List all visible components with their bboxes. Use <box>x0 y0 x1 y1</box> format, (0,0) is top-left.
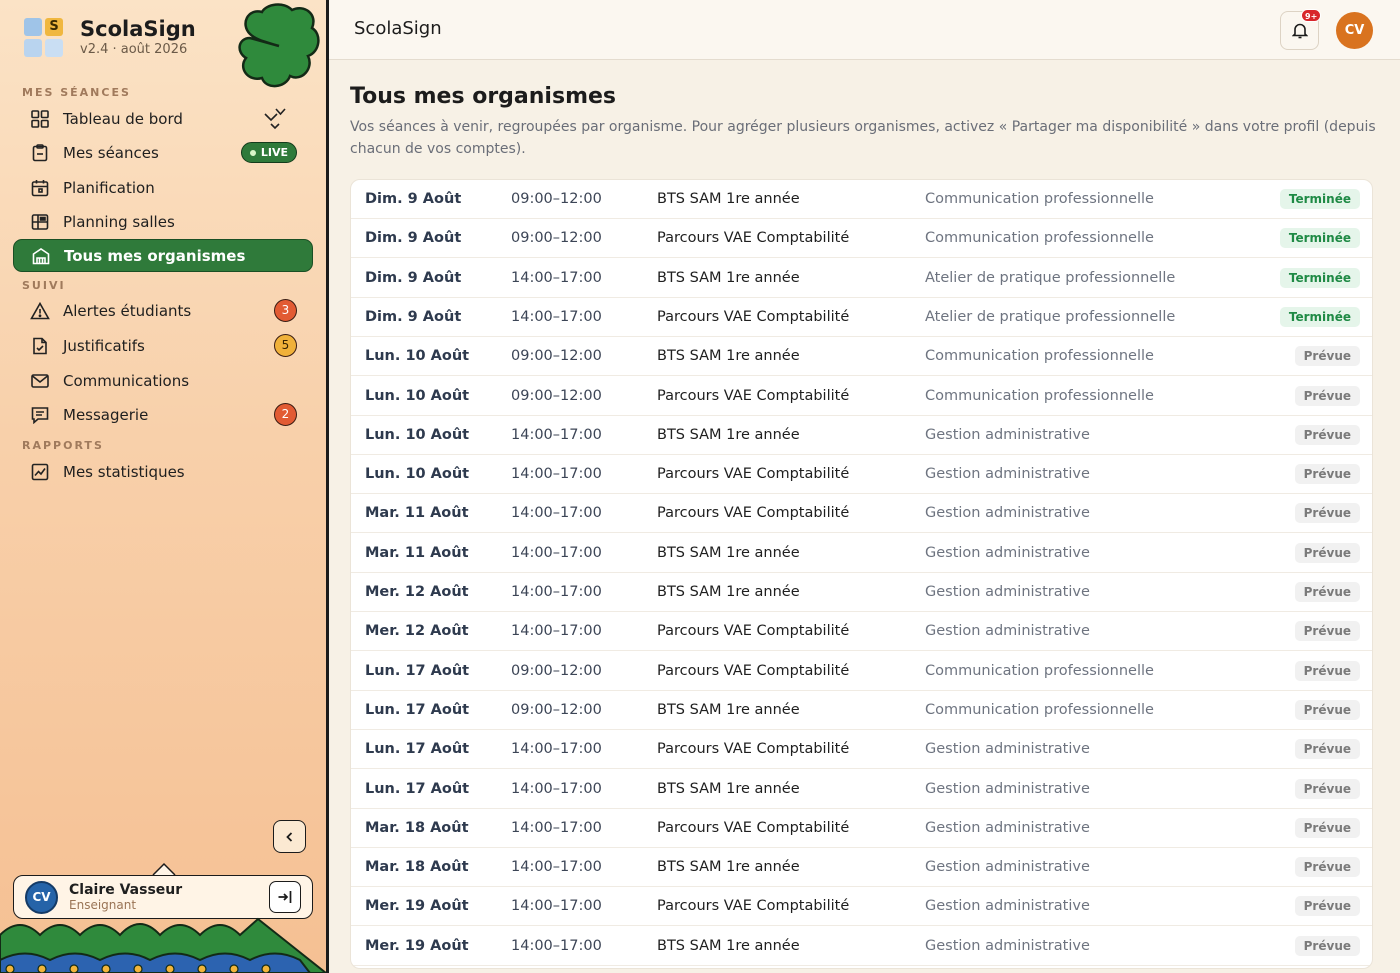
sidebar-divider <box>326 0 329 973</box>
session-module: Gestion administrative <box>925 426 1090 443</box>
count-badge: 5 <box>274 334 297 357</box>
user-name: Claire Vasseur <box>69 882 183 898</box>
sidebar-item-label: Messagerie <box>63 405 149 424</box>
session-date: Mar. 18 Août <box>365 819 469 836</box>
status-badge: Prévue <box>1295 503 1360 523</box>
session-group: BTS SAM 1re année <box>657 191 800 207</box>
session-time: 09:00–12:00 <box>511 701 602 718</box>
session-module: Gestion administrative <box>925 898 1090 915</box>
session-date: Lun. 10 Août <box>365 466 470 483</box>
session-module: Gestion administrative <box>925 544 1090 561</box>
session-time: 14:00–17:00 <box>511 937 602 954</box>
sidebar-item-statistiques[interactable] <box>13 455 313 488</box>
session-date: Lun. 10 Août <box>365 348 470 365</box>
session-group: BTS SAM 1re année <box>657 780 800 797</box>
brand[interactable] <box>24 17 196 59</box>
session-group: Parcours VAE Comptabilité <box>657 387 850 404</box>
session-module: Gestion administrative <box>925 466 1090 483</box>
session-date: Dim. 9 Août <box>365 308 462 325</box>
session-time: 14:00–17:00 <box>511 859 602 876</box>
document-check-icon <box>30 336 50 356</box>
session-time: 09:00–12:00 <box>511 662 602 679</box>
card-notch-decoration <box>152 862 176 876</box>
session-time: 09:00–12:00 <box>511 230 602 247</box>
session-time: 14:00–17:00 <box>511 898 602 915</box>
live-badge: LIVE <box>241 142 297 163</box>
session-group: Parcours VAE Comptabilité <box>657 741 850 758</box>
sidebar-item-alertes[interactable] <box>13 294 313 327</box>
table-row[interactable] <box>351 927 1373 966</box>
session-date: Mer. 19 Août <box>365 937 469 954</box>
session-time: 14:00–17:00 <box>511 269 602 286</box>
sidebar <box>0 0 326 973</box>
section-label-rapports: RAPPORTS <box>22 439 104 452</box>
session-module: Communication professionnelle <box>925 191 1154 207</box>
table-row[interactable] <box>351 534 1373 573</box>
session-time: 09:00–12:00 <box>511 191 602 207</box>
session-group: BTS SAM 1re année <box>657 426 800 443</box>
hills-decoration <box>0 905 326 973</box>
clipboard-icon <box>30 143 50 163</box>
session-module: Communication professionnelle <box>925 230 1154 247</box>
status-badge: Prévue <box>1295 464 1360 484</box>
app-version: v2.4 · août 2026 <box>80 42 188 57</box>
sidebar-item-seances[interactable] <box>13 136 313 169</box>
sidebar-item-label: Tous mes organismes <box>64 246 246 265</box>
status-badge: Prévue <box>1295 936 1360 956</box>
session-module: Gestion administrative <box>925 780 1090 797</box>
session-date: Mer. 12 Août <box>365 584 469 600</box>
session-date: Lun. 10 Août <box>365 387 470 404</box>
session-time: 14:00–17:00 <box>511 544 602 561</box>
session-group: BTS SAM 1re année <box>657 937 800 954</box>
session-date: Mar. 18 Août <box>365 859 469 876</box>
sidebar-item-planning-salles[interactable] <box>13 205 313 238</box>
page-description: Vos séances à venir, regroupées par organisme. Pour agréger plusieurs organismes, activez « Partager ma disponibilité » dans votre profil (depuis chacun de vos comptes). <box>350 119 1376 157</box>
table-row[interactable] <box>351 691 1373 730</box>
status-badge: Prévue <box>1295 700 1360 720</box>
collapse-sidebar-button[interactable] <box>273 820 306 853</box>
session-module: Communication professionnelle <box>925 701 1154 718</box>
session-date: Dim. 9 Août <box>365 191 462 207</box>
user-avatar-button[interactable]: CV <box>1336 12 1373 49</box>
session-group: BTS SAM 1re année <box>657 701 800 718</box>
session-module: Communication professionnelle <box>925 348 1154 365</box>
status-badge: Prévue <box>1295 543 1360 563</box>
avatar: CV <box>25 881 58 914</box>
session-date: Lun. 17 Août <box>365 701 470 718</box>
chevron-double-down-icon[interactable] <box>263 106 289 136</box>
session-time: 14:00–17:00 <box>511 780 602 797</box>
session-module: Gestion administrative <box>925 623 1090 640</box>
status-badge: Terminée <box>1280 228 1360 248</box>
table-row[interactable] <box>351 298 1373 337</box>
session-group: BTS SAM 1re année <box>657 584 800 600</box>
sidebar-item-label: Alertes étudiants <box>63 301 192 320</box>
table-row[interactable] <box>351 219 1373 258</box>
topbar-title: ScolaSign <box>354 18 442 39</box>
count-badge: 2 <box>274 403 297 426</box>
session-group: BTS SAM 1re année <box>657 544 800 561</box>
bell-icon <box>1292 22 1308 39</box>
section-label-seances: MES SÉANCES <box>22 86 131 99</box>
notifications-count-badge: 9+ <box>1301 9 1321 22</box>
session-time: 14:00–17:00 <box>511 466 602 483</box>
session-time: 14:00–17:00 <box>511 505 602 522</box>
sidebar-item-label: Mes séances <box>63 143 159 162</box>
table-row[interactable] <box>351 455 1373 494</box>
status-badge: Prévue <box>1295 896 1360 916</box>
sidebar-item-label: Planification <box>63 178 155 197</box>
user-role: Enseignant <box>69 898 137 912</box>
table-row[interactable] <box>351 887 1373 926</box>
status-badge: Terminée <box>1280 189 1360 209</box>
sidebar-item-messagerie[interactable] <box>13 398 313 431</box>
mail-icon <box>30 371 50 391</box>
session-group: Parcours VAE Comptabilité <box>657 466 850 483</box>
table-row[interactable] <box>351 494 1373 533</box>
session-date: Mar. 11 Août <box>365 544 469 561</box>
table-row[interactable] <box>351 416 1373 455</box>
status-badge: Prévue <box>1295 779 1360 799</box>
warning-icon <box>30 301 50 321</box>
sidebar-item-justificatifs[interactable] <box>13 329 313 362</box>
session-time: 14:00–17:00 <box>511 584 602 600</box>
session-group: BTS SAM 1re année <box>657 859 800 876</box>
session-module: Gestion administrative <box>925 859 1090 876</box>
session-date: Mar. 11 Août <box>365 505 469 522</box>
session-time: 09:00–12:00 <box>511 348 602 365</box>
status-badge: Terminée <box>1280 268 1360 288</box>
session-module: Communication professionnelle <box>925 387 1154 404</box>
table-row[interactable] <box>351 652 1373 691</box>
table-row[interactable] <box>351 337 1373 376</box>
session-group: BTS SAM 1re année <box>657 269 800 286</box>
status-badge: Prévue <box>1295 739 1360 759</box>
table-row[interactable] <box>351 770 1373 809</box>
grid-icon <box>30 109 50 129</box>
session-group: BTS SAM 1re année <box>657 348 800 365</box>
sidebar-item-label: Tableau de bord <box>63 109 183 128</box>
session-date: Mer. 12 Août <box>365 623 469 640</box>
chat-icon <box>30 405 50 425</box>
session-time: 14:00–17:00 <box>511 623 602 640</box>
session-group: Parcours VAE Comptabilité <box>657 662 850 679</box>
session-date: Lun. 17 Août <box>365 780 470 797</box>
topbar <box>329 0 1400 60</box>
sidebar-item-label: Communications <box>63 371 190 390</box>
session-group: Parcours VAE Comptabilité <box>657 623 850 640</box>
status-badge: Prévue <box>1295 661 1360 681</box>
session-date: Dim. 9 Août <box>365 269 462 286</box>
status-badge: Prévue <box>1295 621 1360 641</box>
section-label-suivi: SUIVI <box>22 279 66 292</box>
status-badge: Prévue <box>1295 425 1360 445</box>
session-time: 14:00–17:00 <box>511 426 602 443</box>
session-date: Dim. 9 Août <box>365 230 462 247</box>
session-group: Parcours VAE Comptabilité <box>657 308 850 325</box>
session-time: 14:00–17:00 <box>511 819 602 836</box>
session-module: Gestion administrative <box>925 937 1090 954</box>
sidebar-item-tous-mes-organismes[interactable] <box>13 239 313 272</box>
session-module: Gestion administrative <box>925 819 1090 836</box>
status-badge: Prévue <box>1295 857 1360 877</box>
session-date: Mer. 19 Août <box>365 898 469 915</box>
table-row[interactable] <box>351 848 1373 887</box>
table-row[interactable] <box>351 180 1373 219</box>
rooms-icon <box>30 212 50 232</box>
session-group: Parcours VAE Comptabilité <box>657 819 850 836</box>
sidebar-item-label: Planning salles <box>63 212 175 231</box>
sidebar-item-communications[interactable] <box>13 364 313 397</box>
sidebar-item-label: Mes statistiques <box>63 462 185 481</box>
table-row[interactable] <box>351 730 1373 769</box>
building-icon <box>31 246 51 266</box>
clover-decoration-icon <box>236 2 322 90</box>
chevron-left-icon <box>284 831 296 843</box>
status-badge: Prévue <box>1295 818 1360 838</box>
scolasign-logo: S <box>24 18 64 58</box>
session-module: Communication professionnelle <box>925 662 1154 679</box>
page-title: Tous mes organismes <box>350 84 617 109</box>
sessions-table <box>350 179 1373 969</box>
session-date: Lun. 17 Août <box>365 662 470 679</box>
status-badge: Prévue <box>1295 346 1360 366</box>
sidebar-item-planification[interactable] <box>13 171 313 204</box>
status-badge: Prévue <box>1295 582 1360 602</box>
table-row[interactable] <box>351 259 1373 298</box>
logout-arrow-icon <box>277 889 293 905</box>
session-time: 09:00–12:00 <box>511 387 602 404</box>
session-group: Parcours VAE Comptabilité <box>657 230 850 247</box>
session-module: Gestion administrative <box>925 584 1090 600</box>
session-group: Parcours VAE Comptabilité <box>657 898 850 915</box>
chart-icon <box>30 462 50 482</box>
sidebar-item-label: Justificatifs <box>63 336 145 355</box>
table-row[interactable] <box>351 377 1373 416</box>
session-module: Gestion administrative <box>925 505 1090 522</box>
session-module: Gestion administrative <box>925 741 1090 758</box>
session-time: 14:00–17:00 <box>511 741 602 758</box>
session-time: 14:00–17:00 <box>511 308 602 325</box>
table-row[interactable] <box>351 809 1373 848</box>
count-badge: 3 <box>274 299 297 322</box>
status-badge: Prévue <box>1295 386 1360 406</box>
session-module: Atelier de pratique professionnelle <box>925 269 1176 286</box>
sidebar-item-dashboard[interactable] <box>13 102 313 135</box>
status-badge: Terminée <box>1280 307 1360 327</box>
table-row[interactable] <box>351 573 1373 612</box>
session-group: Parcours VAE Comptabilité <box>657 505 850 522</box>
calendar-icon <box>30 178 50 198</box>
session-date: Lun. 10 Août <box>365 426 470 443</box>
session-date: Lun. 17 Août <box>365 741 470 758</box>
app-name: ScolaSign <box>80 17 196 41</box>
session-module: Atelier de pratique professionnelle <box>925 308 1176 325</box>
table-row[interactable] <box>351 612 1373 651</box>
